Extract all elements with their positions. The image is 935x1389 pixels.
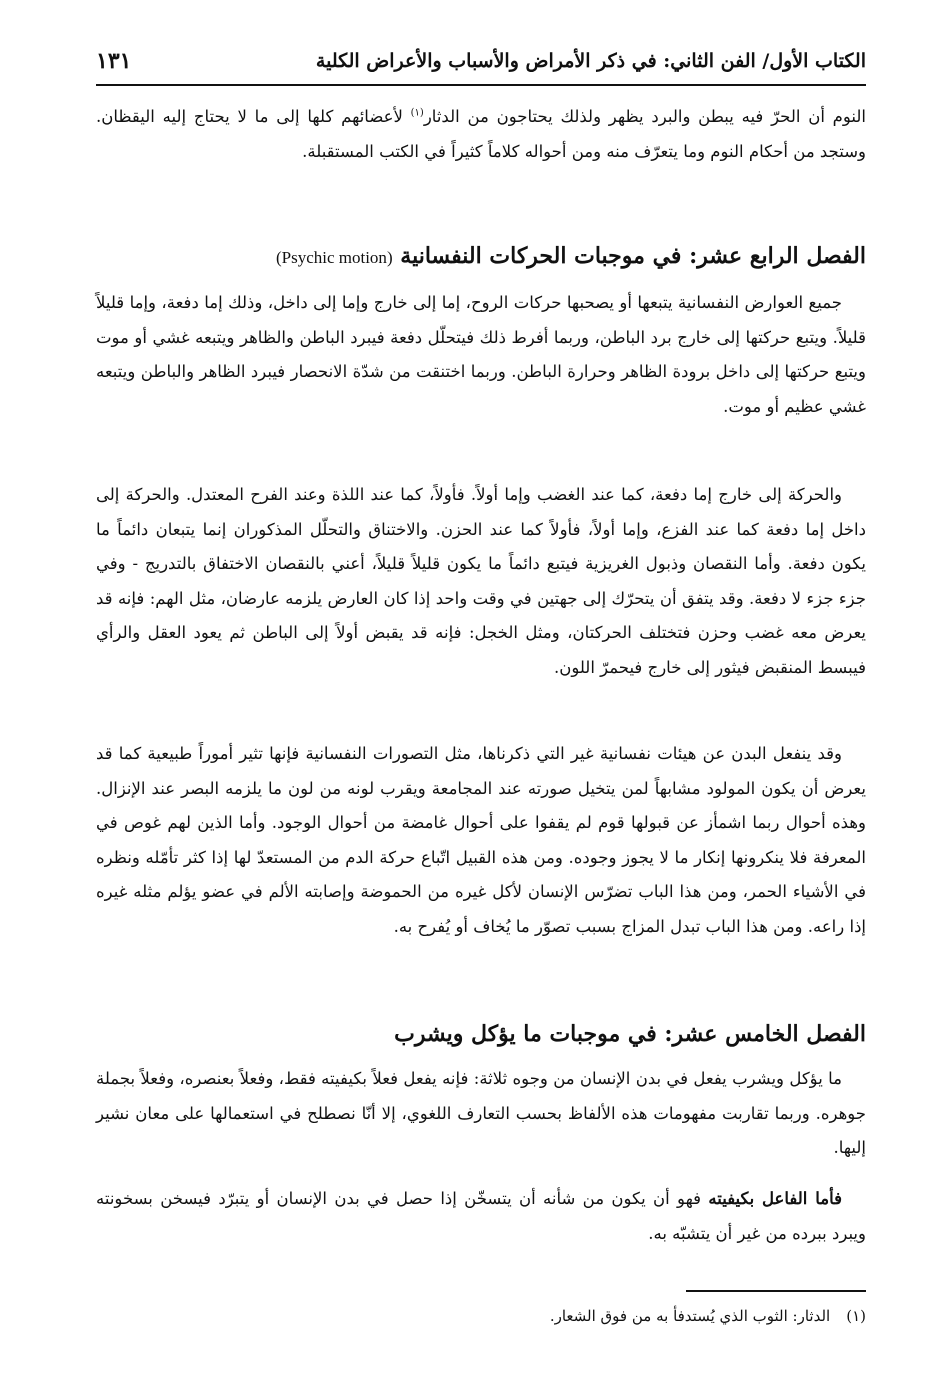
section-14-paragraph-2	[96, 478, 866, 686]
footnote-rule	[686, 1290, 866, 1292]
section-14-paragraph-3	[96, 737, 866, 945]
section-14-paragraph-1	[96, 286, 866, 424]
paragraph-text: والحركة إلى خارج إما دفعة، كما عند الغضب وإما أولاً. فأولاً، كما عند اللذة وعند الفرح المعتدل. والحركة إلى داخل إما دفعة كما عند الفزع، وإما أولاً، فأولاً كما عند الحزن. والاختناق والتحلّل المذكوران إنما يتبعان دائماً ما يكون دفعة. وأما النقصان وذبول الغريزية فيتبع دائماً ما يكون قليلاً قليلاً، أعني بالنقصان الاختفاق بالتدريج - وفي جزء جزء لا دفعة. وقد يتفق أن يتحرّك إلى جهتين في وقت واحد إذا كان العارض يلزمه عارضان، مثل الهم: فإنه قد يعرض معه غضب وحزن فتختلف الحركتان، ومثل الخجل: فإنه قد يقبض أولاً إلى الباطن ثم يعود العقل والرأي فيبسط المنقبض فيثور إلى خارج فيحمرّ اللون.	[96, 485, 866, 677]
section-14-title: الفصل الرابع عشر: في موجبات الحركات النفسانية	[400, 243, 866, 269]
section-15-title: الفصل الخامس عشر: في موجبات ما يؤكل ويشرب	[394, 1021, 866, 1047]
paragraph-lead-phrase: فأما الفاعل بكيفيته	[708, 1189, 842, 1208]
section-15-heading	[96, 1014, 866, 1054]
footnote-reference[interactable]: (١)	[410, 107, 424, 119]
intro-paragraph	[96, 100, 866, 169]
section-15-paragraph-2	[96, 1182, 866, 1251]
footnote-number: (١)	[846, 1307, 866, 1325]
intro-text-a: النوم أن الحرّ فيه يبطن والبرد يظهر ولذلك يحتاجون من الدثار	[423, 107, 866, 126]
running-head: الكتاب الأول/ الفن الثاني: في ذكر الأمراض والأسباب والأعراض الكلية	[315, 50, 866, 72]
page-number: ١٣١	[96, 48, 132, 74]
section-14-latin-term: (Psychic motion)	[275, 248, 393, 267]
footnote	[96, 1302, 866, 1330]
header-rule	[96, 84, 866, 86]
paragraph-text: وقد ينفعل البدن عن هيئات نفسانية غير التي ذكرناها، مثل التصورات النفسانية فإنها تثير أموراً طبيعية كما قد يعرض أن يكون المولود مشابهاً لمن يتخيل صورته عند المجامعة ويقرب لونه من لون ما يلزمه البصر عند الإنزال. وهذه أحوال ربما اشمأز عن قبولها قوم لم يقفوا على أحوال غامضة من أحوال الوجود. وأما الذين لهم غوص في المعرفة فلا ينكرونها إنكار ما لا يجوز وجوده. ومن هذه القبيل اتّباع حركة الدم من المستعدّ لها إذا كثر تأمّله ونظره في الأشياء الحمر، ومن هذا الباب تضرّس الإنسان لأكل غيره من الحموضة وإصابته الألم في عضو يؤلم مثله غيره إذا راعه. ومن هذا الباب تبدل المزاج بسبب تصوّر ما يُخاف أو يُفرح به.	[96, 744, 866, 936]
page-header	[96, 38, 866, 80]
footnote-text: الدثار: الثوب الذي يُستدفأ به من فوق الشعار.	[549, 1307, 831, 1325]
section-14-heading	[96, 236, 866, 278]
paragraph-text: جميع العوارض النفسانية يتبعها أو يصحبها حركات الروح، إما إلى خارج وإما إلى داخل، وذلك إما دفعة، وإما قليلاً قليلاً. ويتبع حركتها إلى خارج برد الباطن، وربما أفرط ذلك فيتحلّل دفعة فيبرد الباطن والظاهر ويتبعه غشي أو موت ويتبع حركتها إلى داخل برودة الظاهر وحرارة الباطن. وربما اختنقت من شدّة الانحصار فيبرد الظاهر والباطن ويتبعه غشي عظيم أو موت.	[96, 293, 866, 416]
paragraph-text: ما يؤكل ويشرب يفعل في بدن الإنسان من وجوه ثلاثة: فإنه يفعل فعلاً بكيفيته فقط، وفعلاً بعنصره، وفعلاً بجملة جوهره. وربما تقاربت مفهومات هذه الألفاظ بحسب التعارف اللغوي، إلا أنّا نصطلح في استعمالها على معان نشير إليها.	[96, 1069, 866, 1158]
section-15-paragraph-1	[96, 1062, 866, 1166]
intro-text-b: لأعضائهم كلها إلى ما لا يحتاج إليه اليقظان. وستجد من أحكام النوم وما يتعرّف منه ومن أحواله كلاماً كثيراً في الكتب المستقبلة.	[96, 107, 866, 161]
paragraph-text: فهو أن يكون من شأنه أن يتسخّن إذا حصل في بدن الإنسان أو يتبرّد فيسخن بسخونته ويبرد ببرده من غير أن يتشبّه به.	[96, 1189, 866, 1243]
